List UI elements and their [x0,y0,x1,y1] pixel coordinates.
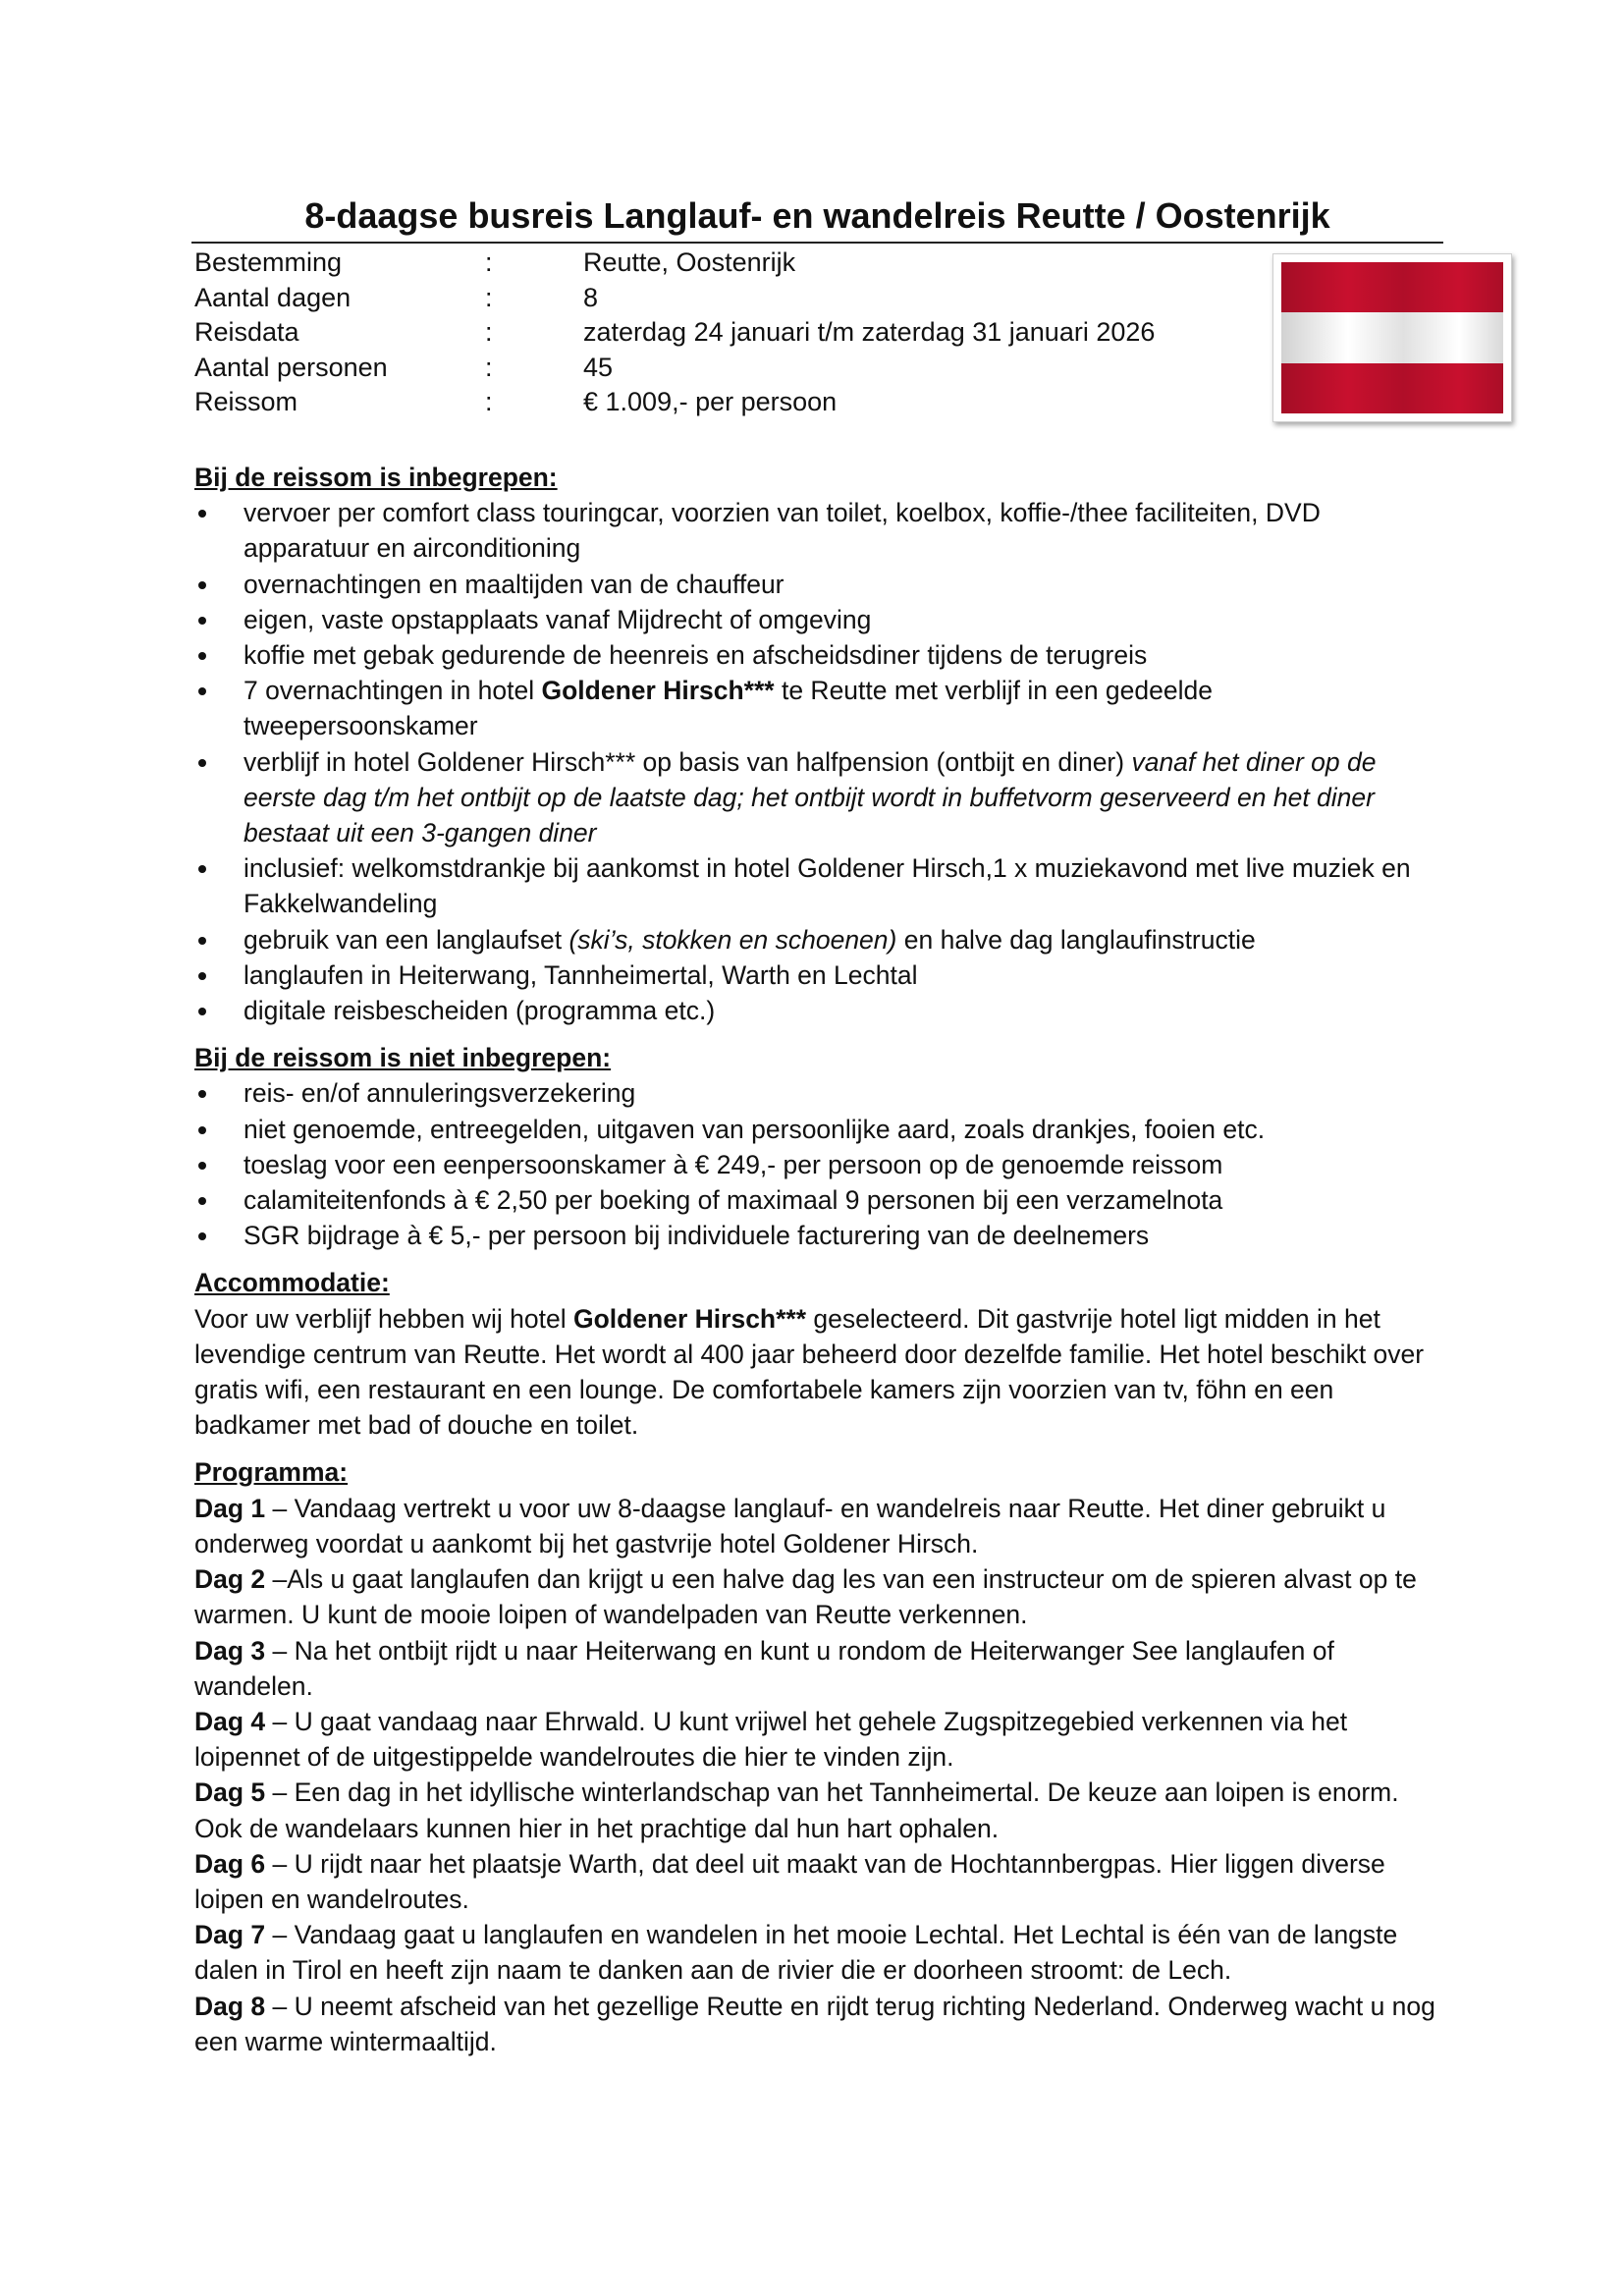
program-day [194,1704,1451,1775]
day-text: – U rijdt naar het plaatsje Warth, dat deel uit maakt van de Hochtannbergpas. Hier liggen diverse loipen en wandelroutes. [194,1848,1385,1914]
list-item [194,673,1451,743]
item-text: gebruik van een langlaufset [243,924,569,955]
paragraph-text: Voor uw verblijf hebben wij hotel [194,1303,573,1334]
program-day [194,1633,1451,1704]
list-item: toeslag voor een eenpersoonskamer à € 249,- per persoon op de genoemde reissom [194,1147,1451,1182]
list-item [194,922,1451,957]
item-italic-text: (ski’s, stokken en schoenen) [568,924,897,955]
list-item: langlaufen in Heiterwang, Tannheimertal, Warth en Lechtal [194,957,1451,993]
program-day [194,1989,1451,2059]
info-colon: : [485,247,493,277]
info-label: Reissom [194,387,298,416]
accommodation-heading: Accommodatie: [194,1268,390,1298]
info-value: 8 [583,282,599,312]
day-text: – Na het ontbijt rijdt u naar Heiterwang en kunt u rondom de Heiterwanger See langlaufen of wandelen. [194,1635,1334,1701]
info-value: Reutte, Oostenrijk [583,247,796,277]
info-value: zaterdag 24 januari t/m zaterdag 31 januari 2026 [583,317,1156,347]
program-day [194,1561,1451,1632]
list-item [194,744,1451,851]
item-text: 7 overnachtingen in hotel [243,676,542,706]
info-colon: : [485,352,493,382]
day-label: Dag 2 [194,1564,266,1595]
info-value: 45 [583,352,614,382]
list-item: SGR bijdrage à € 5,- per persoon bij individuele facturering van de deelnemers [194,1218,1451,1253]
program-day [194,1491,1451,1561]
paragraph-text: geselecteerd. Dit gastvrije hotel ligt midden in het levendige centrum van Reutte. Het wordt al 400 jaar beheerd door dezelfde familie. Het hotel beschikt over gratis wifi, een restaurant en een lounge. De comfortabele kamers zijn voorzien van tv, föhn en een badkamer met bad of douche en toilet. [194,1303,1425,1441]
program-heading: Programma: [194,1457,349,1488]
austria-flag-icon [1281,262,1503,413]
item-italic-text: vanaf het diner op de eerste dag t/m het ontbijt op de laatste dag; het ontbijt wordt in buffetvorm geserveerd en het diner bestaat uit een 3-gangen diner [243,746,1377,848]
hotel-name: Goldener Hirsch*** [541,676,775,706]
not-included-list [194,1075,1451,1253]
included-list [194,495,1451,1028]
list-item: digitale reisbescheiden (programma etc.) [194,993,1451,1028]
day-label: Dag 1 [194,1493,266,1523]
day-text: – U gaat vandaag naar Ehrwald. U kunt vrijwel het gehele Zugspitzegebied verkennen via het loipennet of de uitgestippelde wandelroutes die hier te vinden zijn. [194,1706,1348,1773]
program-day [194,1846,1451,1917]
list-item: overnachtingen en maaltijden van de chauffeur [194,567,1451,602]
list-item: inclusief: welkomstdrankje bij aankomst in hotel Goldener Hirsch,1 x muziekavond met live muziek en Fakkelwandeling [194,850,1451,921]
info-colon: : [485,387,493,416]
list-item: vervoer per comfort class touringcar, voorzien van toilet, koelbox, koffie-/thee faciliteiten, DVD apparatuur en airconditioning [194,495,1451,566]
list-item: reis- en/of annuleringsverzekering [194,1075,1451,1111]
item-text: te Reutte met verblijf in een gedeelde tweepersoonskamer [243,676,1213,741]
document-body [194,460,1451,2059]
day-text: –Als u gaat langlaufen dan krijgt u een halve dag les van een instructeur om de spieren alvast op te warmen. U kunt de mooie loipen of wandelpaden van Reutte verkennen. [194,1564,1417,1630]
list-item: koffie met gebak gedurende de heenreis en afscheidsdiner tijdens de terugreis [194,637,1451,673]
info-label: Aantal dagen [194,282,352,312]
info-value: € 1.009,- per persoon [583,387,838,416]
program-day [194,1775,1451,1845]
day-label: Dag 5 [194,1777,266,1808]
program-day [194,1917,1451,1988]
day-label: Dag 3 [194,1635,266,1666]
day-label: Dag 8 [194,1991,266,2021]
day-text: – Vandaag gaat u langlaufen en wandelen in het mooie Lechtal. Het Lechtal is één van de langste dalen in Tirol en heeft zijn naam te danken aan de rivier die er doorheen stroomt: de Lech. [194,1920,1398,1986]
accommodation-text [194,1301,1451,1444]
day-label: Dag 6 [194,1848,266,1879]
list-item: calamiteitenfonds à € 2,50 per boeking of maximaal 9 personen bij een verzamelnota [194,1182,1451,1218]
flag-shading [1281,262,1503,413]
info-colon: : [485,282,493,312]
included-heading: Bij de reissom is inbegrepen: [194,463,558,492]
not-included-heading: Bij de reissom is niet inbegrepen: [194,1043,612,1073]
day-text: – Een dag in het idyllische winterlandschap van het Tannheimertal. De keuze aan loipen is enorm. Ook de wandelaars kunnen hier in het prachtige dal hun hart ophalen. [194,1777,1399,1843]
day-text: – Vandaag vertrekt u voor uw 8-daagse langlauf- en wandelreis naar Reutte. Het diner gebruikt u onderweg voordat u aankomt bij het gastvrije hotel Goldener Hirsch. [194,1493,1386,1558]
item-text: verblijf in hotel Goldener Hirsch*** op basis van halfpension (ontbijt en diner) [243,746,1132,777]
day-label: Dag 7 [194,1920,266,1950]
list-item: eigen, vaste opstapplaats vanaf Mijdrecht of omgeving [194,602,1451,637]
page-title: 8-daagse busreis Langlauf- en wandelreis Reutte / Oostenrijk [191,192,1443,244]
day-label: Dag 4 [194,1706,266,1736]
item-text: en halve dag langlaufinstructie [896,924,1256,955]
info-colon: : [485,317,493,347]
info-label: Reisdata [194,317,299,347]
info-label: Aantal personen [194,352,388,382]
hotel-name: Goldener Hirsch*** [572,1303,807,1334]
austria-flag-image [1272,253,1512,422]
day-text: – U neemt afscheid van het gezellige Reutte en rijdt terug richting Nederland. Onderweg wacht u nog een warme wintermaaltijd. [194,1991,1435,2056]
info-label: Bestemming [194,247,343,277]
list-item: niet genoemde, entreegelden, uitgaven van persoonlijke aard, zoals drankjes, fooien etc. [194,1112,1451,1147]
